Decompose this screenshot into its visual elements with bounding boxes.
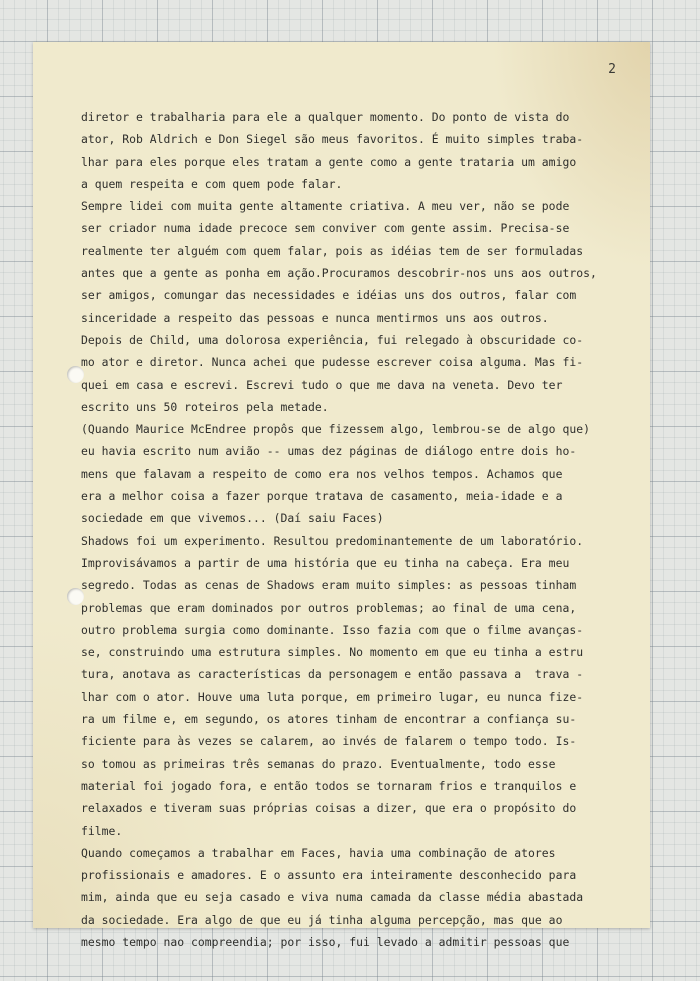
text-line: problemas que eram dominados por outros problemas; ao final de uma cena, <box>81 600 577 615</box>
typewritten-page <box>33 42 650 949</box>
text-line: mesmo tempo nao compreendia; por isso, fui levado a admitir pessoas que <box>81 934 570 949</box>
text-line: Shadows foi um experimento. Resultou predominantemente de um laboratório. <box>81 533 584 548</box>
text-line: profissionais e amadores. E o assunto era inteiramente desconhecido para <box>81 868 577 883</box>
text-line: eu havia escrito num avião -- umas dez páginas de diálogo entre dois ho- <box>81 444 577 459</box>
text-line: quei em casa e escrevi. Escrevi tudo o que me dava na veneta. Devo ter <box>81 377 563 392</box>
text-line: mim, ainda que eu seja casado e viva numa camada da classe média abastada <box>81 890 584 905</box>
text-line: lhar para eles porque eles tratam a gente como a gente trataria um amigo <box>81 154 577 169</box>
text-line: material foi jogado fora, e então todos se tornaram frios e tranquilos e <box>81 778 577 793</box>
text-line: mens que falavam a respeito de como era nos velhos tempos. Achamos que <box>81 466 563 481</box>
text-line: Sempre lidei com muita gente altamente criativa. A meu ver, não se pode <box>81 199 570 214</box>
text-line: ra um filme e, em segundo, os atores tinham de encontrar a confiança su- <box>81 712 577 727</box>
text-line: relaxados e tiveram suas próprias coisas a dizer, que era o propósito do <box>81 801 577 816</box>
text-line: sinceridade a respeito das pessoas e nunca mentirmos uns aos outros. <box>81 310 549 325</box>
text-line: segredo. Todas as cenas de Shadows eram muito simples: as pessoas tinham <box>81 578 577 593</box>
text-line: Improvisávamos a partir de uma história que eu tinha na cabeça. Era meu <box>81 555 570 570</box>
text-line: Quando começamos a trabalhar em Faces, havia uma combinação de atores <box>81 845 556 860</box>
text-line: mo ator e diretor. Nunca achei que pudesse escrever coisa alguma. Mas fi- <box>81 355 584 370</box>
text-line: filme. <box>81 823 123 838</box>
text-line: tura, anotava as características da personagem e então passava a trava - <box>81 667 584 682</box>
text-line: ser criador numa idade precoce sem conviver com gente assim. Precisa-se <box>81 221 570 236</box>
text-line: ficiente para às vezes se calarem, ao invés de falarem o tempo todo. Is- <box>81 734 577 749</box>
text-line: outro problema surgia como dominante. Isso fazia com que o filme avanças- <box>81 622 584 637</box>
text-line: diretor e trabalharia para ele a qualquer momento. Do ponto de vista do <box>81 110 570 124</box>
text-line: ator, Rob Aldrich e Don Siegel são meus favoritos. É muito simples traba- <box>81 132 584 147</box>
text-line: ser amigos, comungar das necessidades e idéias uns dos outros, falar com <box>81 288 577 303</box>
text-line: lhar com o ator. Houve uma luta porque, em primeiro lugar, eu nunca fize- <box>81 689 584 704</box>
text-line: realmente ter alguém com quem falar, pois as idéias tem de ser formuladas <box>81 243 584 258</box>
text-line: sociedade em que vivemos... (Daí saiu Faces) <box>81 511 384 526</box>
text-line: Depois de Child, uma dolorosa experiência, fui relegado à obscuridade co- <box>81 332 584 347</box>
text-line: antes que a gente as ponha em ação.Procuramos descobrir-nos uns aos outros, <box>81 266 597 281</box>
text-line: escrito uns 50 roteiros pela metade. <box>81 399 329 414</box>
text-line: a quem respeita e com quem pode falar. <box>81 176 343 191</box>
body-text <box>81 106 641 953</box>
text-line: (Quando Maurice McEndree propôs que fizessem algo, lembrou-se de algo que) <box>81 422 590 437</box>
text-line: so tomou as primeiras três semanas do prazo. Eventualmente, todo esse <box>81 756 556 771</box>
text-line: da sociedade. Era algo de que eu já tinha alguma percepção, mas que ao <box>81 912 563 927</box>
page-number: 2 <box>608 62 616 77</box>
text-line: era a melhor coisa a fazer porque tratava de casamento, meia-idade e a <box>81 489 563 504</box>
text-line: se, construindo uma estrutura simples. No momento em que eu tinha a estru <box>81 645 584 660</box>
